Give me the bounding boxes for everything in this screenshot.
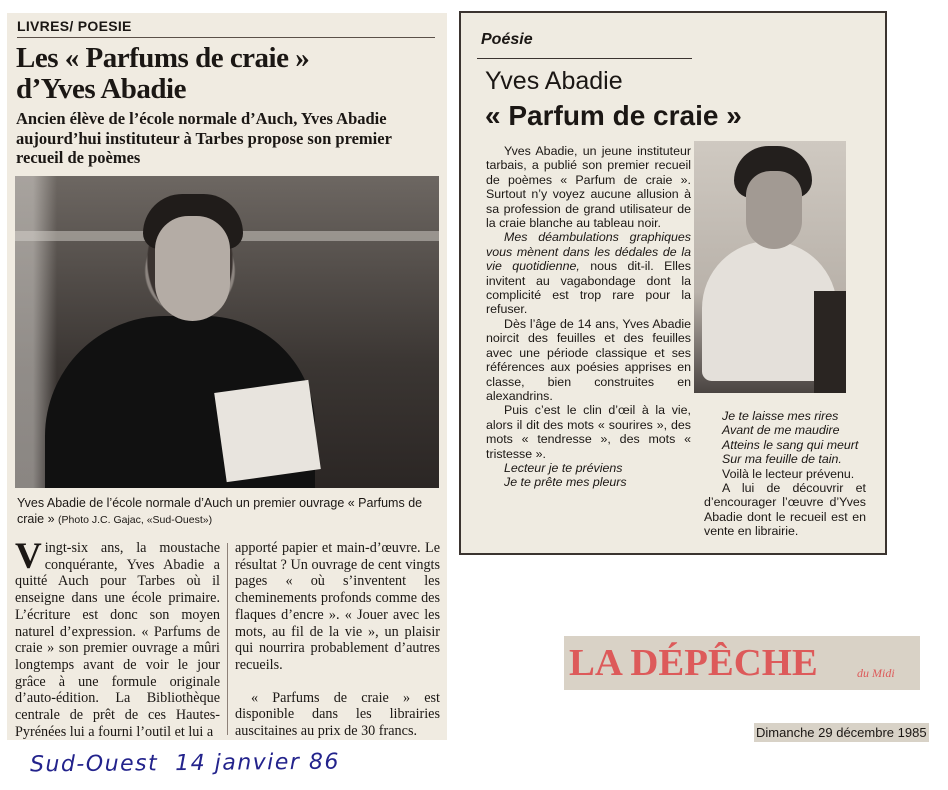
kicker-rule xyxy=(17,37,435,38)
article-title: « Parfum de craie » xyxy=(485,100,742,131)
article-title-line2: d’Yves Abadie xyxy=(16,73,186,105)
sud-ouest-clipping xyxy=(7,13,447,740)
verse-line: Je te prête mes pleurs xyxy=(504,475,627,490)
paragraph: A lui de découvrir et d’encourager l’œuvre d’Yves Abadie dont le recueil est en vente en librairie. xyxy=(704,481,866,539)
article-title xyxy=(16,43,309,105)
author-photo xyxy=(694,141,846,393)
photo-credit: (Photo J.C. Gajac, «Sud-Ouest») xyxy=(58,514,213,526)
author-photo xyxy=(15,176,439,488)
article-column-2 xyxy=(704,409,866,539)
masthead-suffix: du Midi xyxy=(857,666,895,680)
newspaper-masthead xyxy=(564,636,920,690)
photo-caption-text: Yves Abadie de l’école normale d’Auch un premier ouvrage « Parfums de craie » xyxy=(17,496,423,526)
article-title-line1: Les « Parfums de craie » xyxy=(16,42,310,74)
article-subtitle: Ancien élève de l’école normale d’Auch, Yves Abadie aujourd’hui instituteur à Tarbes propose son premier recueil de poèmes xyxy=(16,109,392,167)
section-kicker: LIVRES/ POESIE xyxy=(17,18,132,34)
drop-cap: V xyxy=(15,536,42,577)
column-1-text: ingt-six ans, la moustache conquérante, Yves Abadie a quitté Auch pour Tarbes où il enseigne dans une école primaire. L’écriture est donc son moyen naturel d’expression. « Parfums de craie » son premier ouvrage a mûri longtemps avant de voir le jour grâce à une formule originale d’auto-édition. La Bibliothèque centrale de prêt de ces Hautes-Pyrénées lui a fourni l’outil et lui a xyxy=(15,540,220,740)
kicker-rule xyxy=(477,58,692,59)
paragraph: Voilà le lecteur prévenu. xyxy=(722,466,855,481)
paragraph: Puis c’est le clin d’œil à la vie, alors il dit des mots « sourires », des mots « tendresse », des mots « tristesse ». xyxy=(486,403,691,461)
article-column-1 xyxy=(15,536,220,740)
column-2-paragraph-1: apporté papier et main-d’œuvre. Le résultat ? Un ouvrage de cent vingts pages « où s’inventent les cheminements profonds comme des flaques d’encre ». « Jouer avec les mots, au fil de la vie », un plaisir qui nourrira probablement d’autres recueils. xyxy=(235,540,440,673)
verse-line: Je te laisse mes rires xyxy=(722,409,839,423)
verse-line: Lecteur je te préviens xyxy=(504,460,623,475)
verse-line: Sur ma feuille de tain. xyxy=(722,452,842,467)
verse-line: Avant de me maudire xyxy=(722,423,840,438)
article-column-1 xyxy=(486,144,691,490)
publication-date: Dimanche 29 décembre 1985 xyxy=(756,725,927,740)
column-2-paragraph-2: « Parfums de craie » est disponible dans les librairies auscitaines au prix de 30 francs. xyxy=(235,689,440,740)
section-kicker: Poésie xyxy=(481,31,533,48)
author-name: Yves Abadie xyxy=(485,67,623,95)
la-depeche-clipping xyxy=(459,11,887,555)
verse-line: Atteins le sang qui meurt xyxy=(722,437,859,452)
quote-paragraph: Mes déambulations graphiques vous mènent dans les dédales de la vie quotidienne, nous dit-il. Elles invitent au vagabondage dont la complicité est trop rare pour la refuser. xyxy=(486,230,691,317)
photo-caption xyxy=(17,495,437,528)
paragraph: Yves Abadie, un jeune instituteur tarbais, a publié son premier recueil de poèmes « Parfum de craie ». Surtout n’y voyez aucune allusion à sa profession de grand utilisateur de la craie blanche au tableau noir. xyxy=(486,144,691,231)
article-column-2 xyxy=(235,540,440,740)
masthead-logo: LA DÉPÊCHE xyxy=(569,642,818,684)
column-divider xyxy=(227,543,228,735)
handwritten-source-note: Sud-Ouest 14 janvier 86 xyxy=(29,749,341,778)
paragraph: Dès l’âge de 14 ans, Yves Abadie noircit des feuilles et des feuilles avec une période classique et ses références aux poésies apprises en classe, bien construites en alexandrins. xyxy=(486,316,691,403)
